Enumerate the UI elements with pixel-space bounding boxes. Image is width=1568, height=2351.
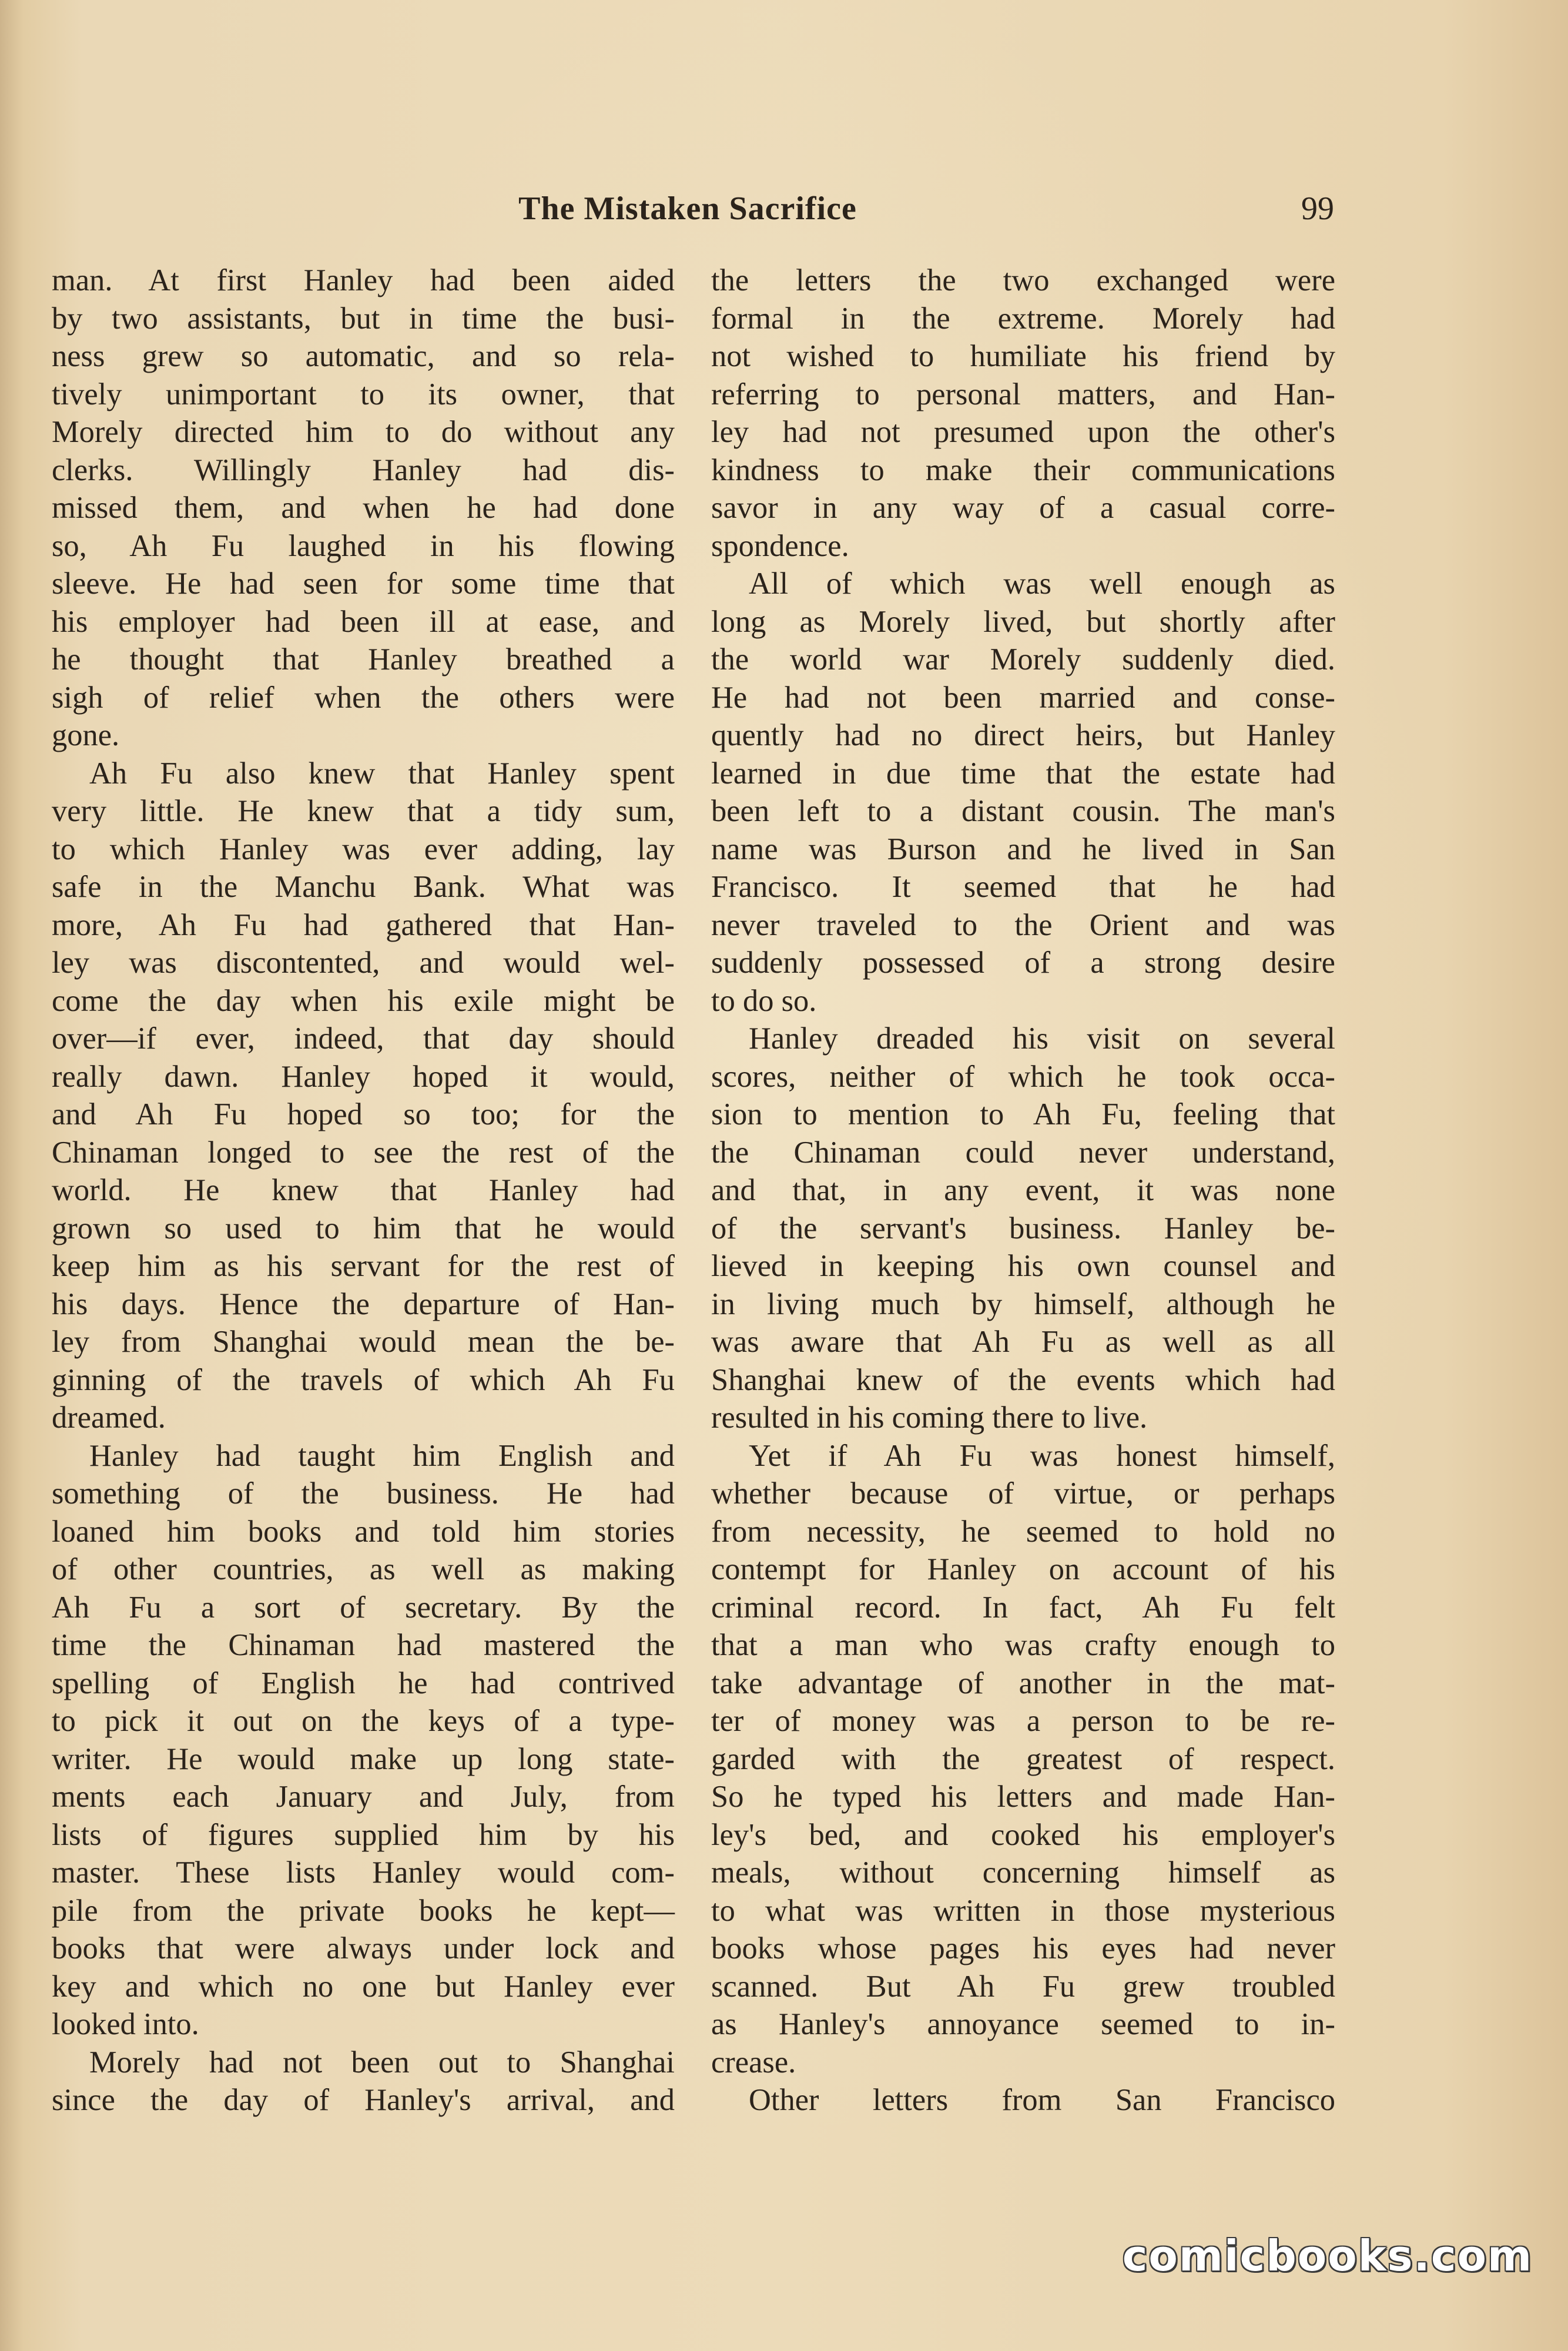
text-line: tively unimportant to its owner, that — [52, 377, 675, 411]
text-line: scanned. But Ah Fu grew troubled — [711, 1969, 1335, 2004]
text-line: books that were always under lock and — [52, 1931, 675, 1965]
text-line: over—if ever, indeed, that day should — [52, 1022, 675, 1056]
text-line: writer. He would make up long state- — [52, 1742, 675, 1776]
text-line: Hanley had taught him English and — [89, 1438, 675, 1473]
text-line: All of which was well enough as — [749, 567, 1335, 601]
text-line: clerks. Willingly Hanley had dis- — [52, 453, 675, 487]
text-line: sleeve. He had seen for some time that — [52, 567, 675, 601]
text-line: take advantage of another in the mat- — [711, 1666, 1335, 1700]
text-line: grown so used to him that he would — [52, 1211, 675, 1245]
text-line: his employer had been ill at ease, and — [52, 604, 675, 639]
text-line: pile from the private books he kept— — [52, 1893, 675, 1928]
text-line: sion to mention to Ah Fu, feeling that — [711, 1097, 1335, 1131]
text-line: really dawn. Hanley hoped it would, — [52, 1059, 675, 1094]
text-line: ginning of the travels of which Ah Fu — [52, 1362, 675, 1397]
text-line: ments each January and July, from — [52, 1780, 675, 1814]
text-line: scores, neither of which he took occa- — [711, 1059, 1335, 1094]
text-line: lists of figures supplied him by his — [52, 1817, 675, 1852]
text-line: the letters the two exchanged were — [711, 263, 1335, 297]
text-line: and that, in any event, it was none — [711, 1173, 1335, 1207]
text-line: was aware that Ah Fu as well as all — [711, 1325, 1335, 1359]
text-line: Yet if Ah Fu was honest himself, — [749, 1438, 1335, 1473]
watermark: comicbooks.com — [1122, 2231, 1533, 2280]
text-line: savor in any way of a casual corre- — [711, 491, 1335, 525]
text-line: criminal record. In fact, Ah Fu felt — [711, 1590, 1335, 1625]
text-line: Hanley dreaded his visit on several — [749, 1022, 1335, 1056]
text-line: master. These lists Hanley would com- — [52, 1856, 675, 1890]
running-title: The Mistaken Sacrifice — [518, 190, 857, 227]
text-line: the world war Morely suddenly died. — [711, 642, 1335, 677]
text-line: to which Hanley was ever adding, lay — [52, 832, 675, 866]
text-line: books whose pages his eyes had never — [711, 1931, 1335, 1965]
text-line: to do so. — [711, 983, 817, 1018]
text-line: name was Burson and he lived in San — [711, 832, 1335, 866]
text-line: spondence. — [711, 528, 849, 563]
text-line: his days. Hence the departure of Han- — [52, 1287, 675, 1321]
text-line: missed them, and when he had done — [52, 491, 675, 525]
text-line: resulted in his coming there to live. — [711, 1401, 1148, 1435]
text-line: ter of money was a person to be re- — [711, 1704, 1335, 1738]
text-line: ness grew so automatic, and so rela- — [52, 339, 675, 373]
text-line: time the Chinaman had mastered the — [52, 1628, 675, 1662]
text-line: key and which no one but Hanley ever — [52, 1969, 675, 2004]
text-line: come the day when his exile might be — [52, 983, 675, 1018]
text-line: long as Morely lived, but shortly after — [711, 604, 1335, 639]
text-line: more, Ah Fu had gathered that Han- — [52, 907, 675, 942]
text-line: man. At first Hanley had been aided — [52, 263, 675, 297]
text-line: safe in the Manchu Bank. What was — [52, 870, 675, 904]
text-line: from necessity, he seemed to hold no — [711, 1514, 1335, 1549]
page-number: 99 — [1301, 190, 1334, 227]
text-line: Morely directed him to do without any — [52, 415, 675, 449]
text-line: kindness to make their communications — [711, 453, 1335, 487]
text-line: Chinaman longed to see the rest of the — [52, 1135, 675, 1170]
text-line: ley from Shanghai would mean the be- — [52, 1325, 675, 1359]
text-line: formal in the extreme. Morely had — [711, 301, 1335, 336]
text-line: lieved in keeping his own counsel and — [711, 1249, 1335, 1283]
text-line: So he typed his letters and made Han- — [711, 1780, 1335, 1814]
text-line: since the day of Hanley's arrival, and — [52, 2083, 675, 2117]
text-line: never traveled to the Orient and was — [711, 907, 1335, 942]
text-line: loaned him books and told him stories — [52, 1514, 675, 1549]
text-line: been left to a distant cousin. The man's — [711, 794, 1335, 828]
text-line: spelling of English he had contrived — [52, 1666, 675, 1700]
text-line: sigh of relief when the others were — [52, 680, 675, 715]
text-line: garded with the greatest of respect. — [711, 1742, 1335, 1776]
text-line: suddenly possessed of a strong desire — [711, 946, 1335, 980]
running-head — [47, 179, 1334, 232]
text-line: world. He knew that Hanley had — [52, 1173, 675, 1207]
text-line: Other letters from San Francisco — [749, 2083, 1335, 2117]
text-line: contempt for Hanley on account of his — [711, 1552, 1335, 1586]
text-line: meals, without concerning himself as — [711, 1856, 1335, 1890]
text-line: so, Ah Fu laughed in his flowing — [52, 528, 675, 563]
text-line: gone. — [52, 718, 120, 752]
text-line: referring to personal matters, and Han- — [711, 377, 1335, 411]
text-line: ley's bed, and cooked his employer's — [711, 1817, 1335, 1852]
text-line: ley was discontented, and would wel- — [52, 946, 675, 980]
text-line: of other countries, as well as making — [52, 1552, 675, 1586]
text-line: Ah Fu a sort of secretary. By the — [52, 1590, 675, 1625]
text-line: not wished to humiliate his friend by — [711, 339, 1335, 373]
text-line: as Hanley's annoyance seemed to in- — [711, 2007, 1335, 2041]
text-line: in living much by himself, although he — [711, 1287, 1335, 1321]
left-text-column — [52, 262, 675, 2119]
text-line: quently had no direct heirs, but Hanley — [711, 718, 1335, 752]
text-line: He had not been married and conse- — [711, 680, 1335, 715]
text-line: by two assistants, but in time the busi- — [52, 301, 675, 336]
text-line: ley had not presumed upon the other's — [711, 415, 1335, 449]
text-line: Shanghai knew of the events which had — [711, 1362, 1335, 1397]
right-text-column — [711, 262, 1335, 2119]
text-line: and Ah Fu hoped so too; for the — [52, 1097, 675, 1131]
text-line: he thought that Hanley breathed a — [52, 642, 675, 677]
text-line: learned in due time that the estate had — [711, 756, 1335, 791]
text-line: the Chinaman could never understand, — [711, 1135, 1335, 1170]
text-line: something of the business. He had — [52, 1476, 675, 1511]
text-line: looked into. — [52, 2007, 199, 2041]
text-line: Francisco. It seemed that he had — [711, 870, 1335, 904]
text-line: crease. — [711, 2045, 796, 2079]
text-line: that a man who was crafty enough to — [711, 1628, 1335, 1662]
text-line: dreamed. — [52, 1401, 166, 1435]
text-line: very little. He knew that a tidy sum, — [52, 794, 675, 828]
text-line: Morely had not been out to Shanghai — [89, 2045, 675, 2079]
text-line: to pick it out on the keys of a type- — [52, 1704, 675, 1738]
text-line: Ah Fu also knew that Hanley spent — [89, 756, 675, 791]
text-line: of the servant's business. Hanley be- — [711, 1211, 1335, 1245]
text-line: whether because of virtue, or perhaps — [711, 1476, 1335, 1511]
text-line: keep him as his servant for the rest of — [52, 1249, 675, 1283]
text-line: to what was written in those mysterious — [711, 1893, 1335, 1928]
